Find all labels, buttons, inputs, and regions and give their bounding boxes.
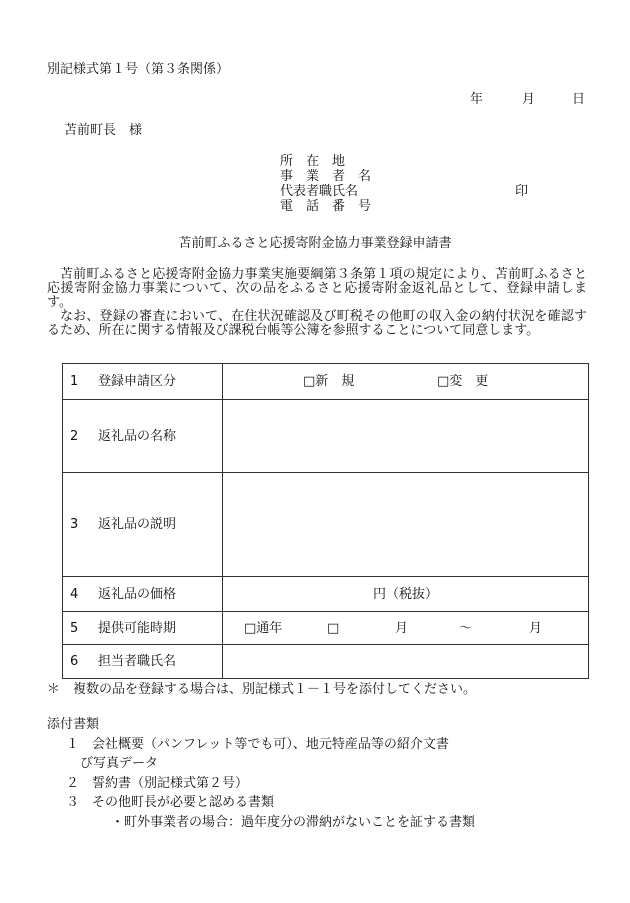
multiple-items-note: ＊ 複数の品を登録する場合は、別記様式１－１号を添付してください。 [47, 682, 477, 697]
table-row [63, 473, 589, 577]
representative-label: 代表者職氏名 [280, 184, 359, 199]
date-day: 日 [572, 92, 586, 107]
attachment-item-3-sub: ・町外事業者の場合：過年度分の滞納がないことを証する書類 [111, 814, 476, 830]
phone-label: 電 話 番 号 [280, 199, 372, 214]
form-number: 別記様式第１号（第３条関係） [47, 62, 230, 77]
checkbox-new[interactable]: □新 規 [303, 374, 355, 389]
checkbox-change[interactable]: □変 更 [437, 374, 489, 389]
item-price-input[interactable] [223, 577, 589, 612]
checkbox-period[interactable]: □ [327, 621, 340, 636]
row-label-item-price: 4 返礼品の価格 [63, 577, 223, 612]
item-description-input[interactable] [223, 473, 589, 577]
attachments-section [47, 715, 475, 832]
availability-cell [223, 612, 589, 645]
attachment-item-1: １ 会社概要（パンフレット等でも可）、地元特産品等の紹介文書 [66, 736, 449, 752]
row-label-category: 1 登録申請区分 [63, 364, 223, 400]
table-row [63, 400, 589, 473]
body-text [47, 268, 587, 338]
attachment-item-3: ３ その他町長が必要と認める書類 [66, 795, 275, 810]
address-label: 所 在 地 [280, 154, 346, 169]
addressee: 苫前町長 様 [64, 123, 143, 138]
document-title: 苫前町ふるさと応援寄附金協力事業登録申請書 [178, 236, 452, 251]
seal-mark: 印 [515, 184, 529, 199]
attachment-item-2: ２ 誓約書（別記様式第２号） [66, 775, 249, 791]
row-label-item-name: 2 返礼品の名称 [63, 400, 223, 473]
date-month: 月 [522, 92, 536, 107]
row-label-item-description: 3 返礼品の説明 [63, 473, 223, 577]
table-row [63, 612, 589, 645]
checkbox-year-round[interactable]: □通年 [244, 621, 283, 636]
registration-table [62, 363, 589, 679]
attachment-item-1-cont: び写真データ [80, 756, 159, 771]
attachments-heading: 添付書類 [47, 717, 100, 732]
item-name-input[interactable] [223, 400, 589, 473]
row-label-availability: 5 提供可能時期 [63, 612, 223, 645]
table-row [63, 364, 589, 400]
body-paragraph-1: 苫前町ふるさと応援寄附金協力事業実施要綱第３条第１項の規定により、苫前町ふるさと応援寄附金協力事業について、次の品をふるさと応援寄附金返礼品として、登録申請します。 [47, 267, 587, 310]
table-row [63, 645, 589, 679]
month-from: 月 [395, 621, 409, 636]
contact-person-input[interactable] [223, 645, 589, 679]
date-year: 年 [470, 92, 484, 107]
body-paragraph-2: なお、登録の審査において、在住状況確認及び町税その他町の収入金の納付状況を確認するため、所在に関する情報及び課税台帳等公簿を参照することについて同意します。 [47, 309, 587, 338]
table-row [63, 577, 589, 612]
category-cell [223, 364, 589, 400]
business-name-label: 事 業 者 名 [280, 169, 372, 184]
row-label-contact-person: 6 担当者職氏名 [63, 645, 223, 679]
period-tilde: ～ [459, 621, 473, 636]
applicant-block [280, 155, 580, 225]
month-to: 月 [529, 621, 543, 636]
price-unit: 円（税抜） [372, 586, 438, 602]
